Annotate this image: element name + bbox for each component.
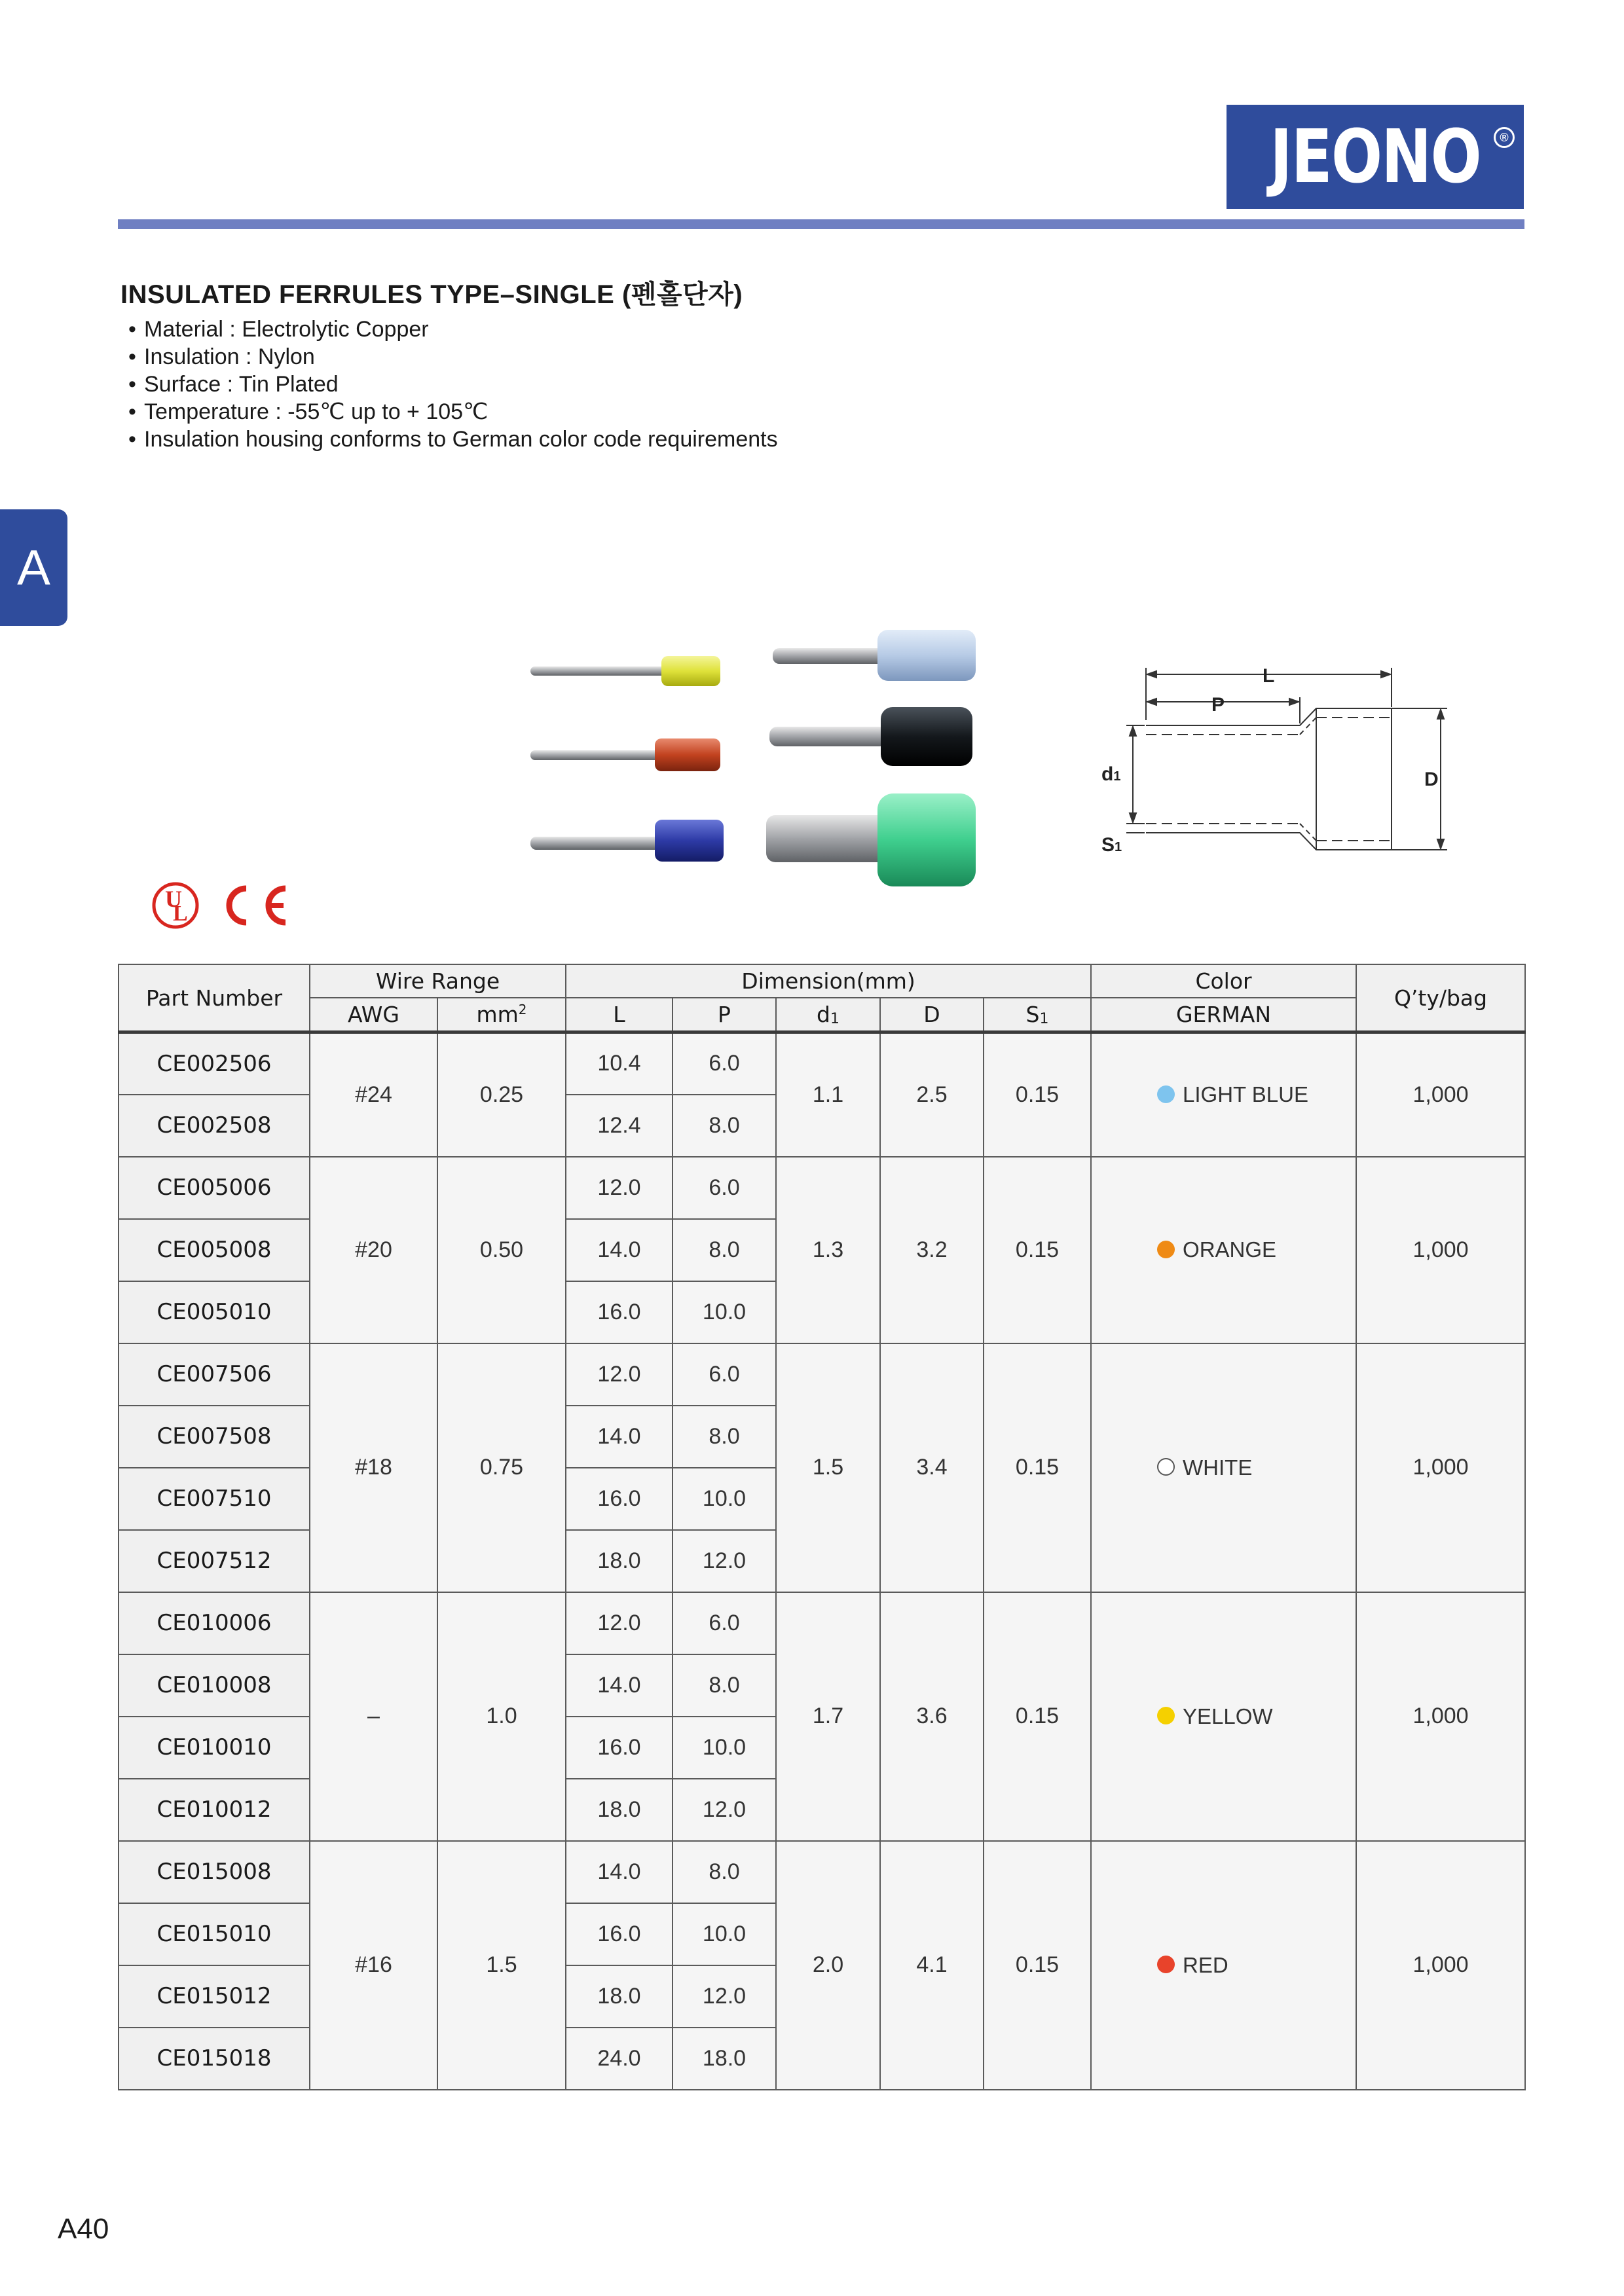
- l-value: 14.0: [566, 1654, 673, 1717]
- ferrule-pin: [530, 837, 661, 850]
- p-value: 12.0: [673, 1779, 776, 1841]
- page-number: A40: [58, 2213, 109, 2245]
- mm2-value: 1.5: [437, 1841, 566, 2090]
- part-number: CE015012: [119, 1965, 310, 2028]
- table-row: [119, 1157, 1525, 1219]
- l-value: 18.0: [566, 1779, 673, 1841]
- spec-item: • Insulation : Nylon: [128, 344, 315, 369]
- header-wire-range: Wire Range: [310, 964, 566, 998]
- header-l: L: [566, 998, 673, 1032]
- part-number: CE015018: [119, 2028, 310, 2090]
- p-value: 6.0: [673, 1592, 776, 1654]
- header-color: Color: [1091, 964, 1356, 998]
- l-value: 12.4: [566, 1095, 673, 1157]
- table-row: [119, 1592, 1525, 1654]
- l-value: 16.0: [566, 1281, 673, 1343]
- d1-value: 1.5: [776, 1343, 880, 1592]
- ferrule-pin: [530, 750, 661, 760]
- part-number: CE010012: [119, 1779, 310, 1841]
- l-value: 18.0: [566, 1530, 673, 1592]
- label-L: L: [1263, 665, 1275, 687]
- part-number: CE010006: [119, 1592, 310, 1654]
- ferrule-photos: [524, 622, 1022, 897]
- light-blue-swatch-icon: [1157, 1085, 1175, 1103]
- part-number: CE007510: [119, 1468, 310, 1530]
- ferrule-green: [877, 793, 976, 886]
- l-value: 14.0: [566, 1406, 673, 1468]
- spec-item: • Surface : Tin Plated: [128, 372, 339, 397]
- part-number: CE007508: [119, 1406, 310, 1468]
- p-value: 10.0: [673, 1717, 776, 1779]
- color-cell: WHITE: [1091, 1343, 1356, 1592]
- p-value: 12.0: [673, 1530, 776, 1592]
- l-value: 14.0: [566, 1219, 673, 1281]
- p-value: 10.0: [673, 1468, 776, 1530]
- header-p: P: [673, 998, 776, 1032]
- p-value: 12.0: [673, 1965, 776, 2028]
- header-awg: AWG: [310, 998, 437, 1032]
- l-value: 12.0: [566, 1157, 673, 1219]
- ce-mark-icon: [229, 888, 286, 922]
- p-value: 10.0: [673, 1903, 776, 1965]
- l-value: 14.0: [566, 1841, 673, 1903]
- l-value: 16.0: [566, 1717, 673, 1779]
- label-P: P: [1211, 694, 1225, 716]
- d-value: 4.1: [880, 1841, 984, 2090]
- p-value: 6.0: [673, 1157, 776, 1219]
- table-row: [119, 1841, 1525, 1903]
- l-value: 10.4: [566, 1032, 673, 1095]
- d1-value: 1.7: [776, 1592, 880, 1841]
- p-value: 8.0: [673, 1406, 776, 1468]
- header-divider: [118, 219, 1524, 229]
- s1-value: 0.15: [984, 1592, 1091, 1841]
- part-number: CE010008: [119, 1654, 310, 1717]
- p-value: 8.0: [673, 1219, 776, 1281]
- s1-value: 0.15: [984, 1841, 1091, 2090]
- s1-value: 0.15: [984, 1157, 1091, 1343]
- color-cell: YELLOW: [1091, 1592, 1356, 1841]
- yellow-swatch-icon: [1157, 1707, 1175, 1724]
- part-number: CE007512: [119, 1530, 310, 1592]
- awg-value: #24: [310, 1032, 437, 1157]
- s1-value: 0.15: [984, 1343, 1091, 1592]
- ul-mark-icon: [154, 884, 197, 927]
- brand-name: JEONO: [1270, 114, 1481, 200]
- spec-item: • Material : Electrolytic Copper: [128, 317, 429, 342]
- d1-value: 1.1: [776, 1032, 880, 1157]
- header-dimension: Dimension(mm): [566, 964, 1091, 998]
- svg-text:S1: S1: [1101, 834, 1122, 856]
- section-tab[interactable]: A: [0, 509, 67, 626]
- p-value: 8.0: [673, 1654, 776, 1717]
- part-number: CE005008: [119, 1219, 310, 1281]
- l-value: 24.0: [566, 2028, 673, 2090]
- ferrule-yellow: [661, 656, 720, 686]
- part-number: CE015010: [119, 1903, 310, 1965]
- part-number: CE010010: [119, 1717, 310, 1779]
- p-value: 6.0: [673, 1032, 776, 1095]
- qty-value: 1,000: [1356, 1841, 1525, 2090]
- page-title: INSULATED FERRULES TYPE–SINGLE (펜홀단자): [120, 280, 743, 309]
- d-value: 3.6: [880, 1592, 984, 1841]
- mm2-value: 0.50: [437, 1157, 566, 1343]
- header-qty: Q’ty/bag: [1356, 964, 1525, 1032]
- awg-value: #20: [310, 1157, 437, 1343]
- ferrule-pin: [773, 648, 884, 664]
- table-row: [119, 1343, 1525, 1406]
- qty-value: 1,000: [1356, 1157, 1525, 1343]
- d-value: 2.5: [880, 1032, 984, 1157]
- d-value: 3.2: [880, 1157, 984, 1343]
- spec-list: [128, 316, 778, 453]
- svg-text:d1: d1: [1101, 763, 1121, 785]
- part-number: CE005010: [119, 1281, 310, 1343]
- l-value: 16.0: [566, 1903, 673, 1965]
- red-swatch-icon: [1157, 1956, 1175, 1973]
- color-cell: LIGHT BLUE: [1091, 1032, 1356, 1157]
- certification-marks: [149, 877, 300, 936]
- awg-value: #16: [310, 1841, 437, 2090]
- part-number: CE005006: [119, 1157, 310, 1219]
- table-row: [119, 1032, 1525, 1095]
- l-value: 16.0: [566, 1468, 673, 1530]
- part-number: CE015008: [119, 1841, 310, 1903]
- d-value: 3.4: [880, 1343, 984, 1592]
- svg-text:U: U: [165, 886, 182, 912]
- d1-value: 2.0: [776, 1841, 880, 2090]
- p-value: 18.0: [673, 2028, 776, 2090]
- p-value: 8.0: [673, 1841, 776, 1903]
- s1-value: 0.15: [984, 1032, 1091, 1157]
- spec-item: • Insulation housing conforms to German color code requirements: [128, 427, 778, 452]
- header-d1: $d_1$: [776, 998, 880, 1032]
- awg-value: –: [310, 1592, 437, 1841]
- p-value: 10.0: [673, 1281, 776, 1343]
- d1-value: 1.3: [776, 1157, 880, 1343]
- qty-value: 1,000: [1356, 1592, 1525, 1841]
- qty-value: 1,000: [1356, 1343, 1525, 1592]
- spec-table: [118, 964, 1526, 2090]
- orange-swatch-icon: [1157, 1241, 1175, 1258]
- ferrule-red: [655, 738, 720, 771]
- part-number: CE007506: [119, 1343, 310, 1406]
- label-d1: d: [1101, 763, 1114, 785]
- l-value: 18.0: [566, 1965, 673, 2028]
- mm2-value: 1.0: [437, 1592, 566, 1841]
- registered-mark: ®: [1494, 127, 1515, 148]
- label-D: D: [1424, 769, 1439, 790]
- l-value: 12.0: [566, 1343, 673, 1406]
- label-s1: S: [1101, 834, 1115, 856]
- header-d: D: [880, 998, 984, 1032]
- p-value: 8.0: [673, 1095, 776, 1157]
- ferrule-pin: [766, 815, 887, 862]
- ferrule-pin: [769, 727, 887, 746]
- spec-item: • Temperature : -55℃ up to + 105℃: [128, 399, 489, 424]
- awg-value: #18: [310, 1343, 437, 1592]
- qty-value: 1,000: [1356, 1032, 1525, 1157]
- mm2-value: 0.25: [437, 1032, 566, 1157]
- svg-text:L: L: [173, 902, 188, 926]
- ferrule-blue: [655, 820, 724, 862]
- brand-logo: [1227, 105, 1524, 209]
- p-value: 6.0: [673, 1343, 776, 1406]
- header-part-number: Part Number: [119, 964, 310, 1032]
- dimension-diagram: [1100, 661, 1467, 871]
- color-cell: RED: [1091, 1841, 1356, 2090]
- mm2-value: 0.75: [437, 1343, 566, 1592]
- l-value: 12.0: [566, 1592, 673, 1654]
- part-number: CE002506: [119, 1032, 310, 1095]
- header-mm2: $mm^2$: [437, 998, 566, 1032]
- ferrule-pin: [530, 666, 668, 676]
- header-german: GERMAN: [1091, 998, 1356, 1032]
- part-number: CE002508: [119, 1095, 310, 1157]
- color-cell: ORANGE: [1091, 1157, 1356, 1343]
- ferrule-light-blue: [877, 630, 976, 681]
- white-swatch-icon: [1157, 1458, 1175, 1476]
- header-s1: $S_1$: [984, 998, 1091, 1032]
- ferrule-black: [881, 707, 972, 766]
